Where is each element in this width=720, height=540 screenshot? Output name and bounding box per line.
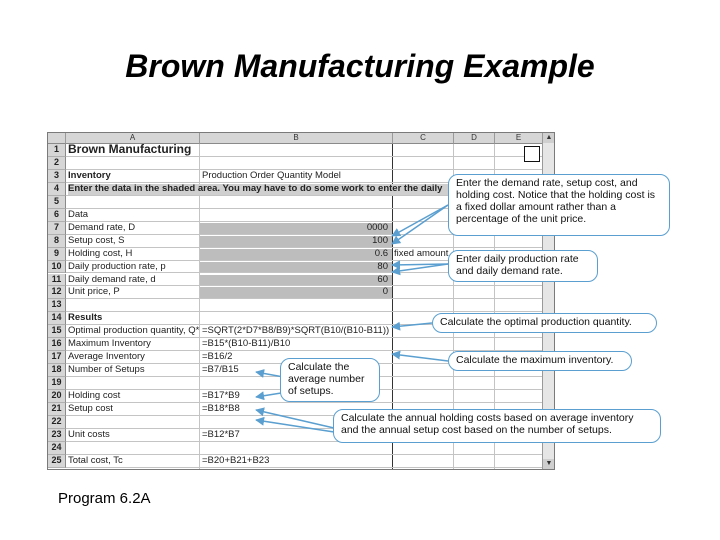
- cell-b[interactable]: =B7/B15: [202, 364, 239, 376]
- cell-a[interactable]: Setup cost, S: [68, 234, 125, 246]
- callout-arrow: [392, 205, 448, 236]
- scroll-up-arrow-icon[interactable]: ▲: [543, 133, 555, 143]
- row-header[interactable]: 18: [48, 364, 66, 377]
- callout-setups: Calculate the average number of setups.: [280, 358, 380, 402]
- row-header[interactable]: 25: [48, 455, 66, 468]
- column-header-c[interactable]: C: [393, 133, 454, 144]
- cell-b[interactable]: 0000: [366, 221, 388, 233]
- callout-arrow: [392, 205, 448, 244]
- cell-b[interactable]: =B18*B8: [202, 403, 240, 414]
- row-header[interactable]: 6: [48, 209, 66, 222]
- row-header[interactable]: 13: [48, 299, 66, 312]
- cell-a[interactable]: Average Inventory: [68, 351, 145, 363]
- cell-b[interactable]: 0.6: [374, 247, 388, 259]
- row-header[interactable]: 21: [48, 403, 66, 416]
- cell-a[interactable]: Unit price, P: [68, 286, 120, 298]
- cell-a[interactable]: Inventory: [68, 169, 111, 181]
- cell-b[interactable]: =B20+B21+B23: [202, 454, 270, 466]
- cell-a[interactable]: Demand rate, D: [68, 221, 136, 233]
- callout-optimal-quantity: Calculate the optimal production quantity.: [432, 313, 657, 333]
- program-caption: Program 6.2A: [58, 490, 151, 507]
- column-header-e[interactable]: E: [495, 133, 543, 144]
- cell-a[interactable]: Brown Manufacturing: [68, 144, 192, 156]
- row-header[interactable]: 4: [48, 183, 66, 196]
- row-header[interactable]: 3: [48, 170, 66, 183]
- cell-a[interactable]: Maximum Inventory: [68, 338, 151, 350]
- slide-title: Brown Manufacturing Example: [125, 48, 595, 84]
- row-header[interactable]: 7: [48, 222, 66, 235]
- row-header[interactable]: 9: [48, 248, 66, 261]
- row-header[interactable]: 11: [48, 274, 66, 287]
- cell-b[interactable]: 80: [377, 260, 388, 272]
- cell-a[interactable]: Optimal production quantity, Q*: [68, 325, 200, 337]
- row-header[interactable]: 5: [48, 196, 66, 209]
- cell-a[interactable]: Daily demand rate, d: [68, 273, 156, 285]
- row-header[interactable]: 2: [48, 157, 66, 170]
- callout-arrow: [392, 354, 448, 361]
- cell-a[interactable]: Holding cost, H: [68, 247, 133, 259]
- row-header[interactable]: 12: [48, 286, 66, 299]
- row-header[interactable]: 8: [48, 235, 66, 248]
- callout-arrow: [392, 323, 432, 327]
- row-header[interactable]: 17: [48, 351, 66, 364]
- callout-demand-holding: Enter the demand rate, setup cost, and holding cost. Notice that the holding cost is a fixed dollar amount rather than a percentage of the unit price.: [448, 174, 670, 236]
- row-header[interactable]: 22: [48, 416, 66, 429]
- row-header[interactable]: 24: [48, 442, 66, 455]
- cell-b[interactable]: 100: [372, 234, 388, 246]
- cell-b[interactable]: =SQRT(2*D7*B8/B9)*SQRT(B10/(B10-B11)): [202, 325, 390, 337]
- cell-a[interactable]: Enter the data in the shaded area. You may have to do some work to enter the daily: [68, 182, 443, 194]
- callout-max-inventory: Calculate the maximum inventory.: [448, 351, 632, 371]
- cell-b[interactable]: 60: [377, 273, 388, 285]
- callout-annual-costs: Calculate the annual holding costs based on average inventory and the annual setup cost based on the number of setups.: [333, 409, 661, 443]
- cell-a[interactable]: Total cost, Tc: [68, 454, 123, 466]
- cell-c[interactable]: fixed amount: [394, 247, 449, 259]
- cell-a[interactable]: Unit costs: [68, 428, 110, 440]
- cell-b[interactable]: 0: [382, 286, 388, 298]
- row-header[interactable]: 23: [48, 429, 66, 442]
- cell-a[interactable]: Number of Setups: [68, 364, 145, 376]
- cell-a[interactable]: Results: [68, 312, 103, 324]
- row-header[interactable]: 14: [48, 312, 66, 325]
- cell-b[interactable]: =B15*(B10-B11)/B10: [202, 338, 291, 350]
- cell-a[interactable]: Daily production rate, p: [68, 260, 166, 272]
- cell-a[interactable]: Setup cost: [68, 403, 113, 414]
- cell-b[interactable]: =B16/2: [202, 351, 233, 363]
- row-header[interactable]: 20: [48, 390, 66, 403]
- row-header[interactable]: 16: [48, 338, 66, 351]
- cell-b[interactable]: =B17*B9: [202, 390, 240, 402]
- cell-b[interactable]: Production Order Quantity Model: [202, 169, 341, 181]
- row-header[interactable]: 1: [48, 144, 66, 157]
- cell-a[interactable]: Holding cost: [68, 390, 121, 402]
- column-header-b[interactable]: B: [200, 133, 393, 144]
- scroll-down-arrow-icon[interactable]: ▼: [543, 459, 555, 469]
- row-header[interactable]: 19: [48, 377, 66, 390]
- cell-b[interactable]: =B12*B7: [202, 428, 240, 440]
- column-header-a[interactable]: A: [66, 133, 200, 144]
- row-header[interactable]: 10: [48, 261, 66, 274]
- cell-a[interactable]: Data: [68, 208, 89, 220]
- callout-daily-rates: Enter daily production rate and daily demand rate.: [448, 250, 598, 282]
- column-header-d[interactable]: D: [454, 133, 495, 144]
- row-header[interactable]: 15: [48, 325, 66, 338]
